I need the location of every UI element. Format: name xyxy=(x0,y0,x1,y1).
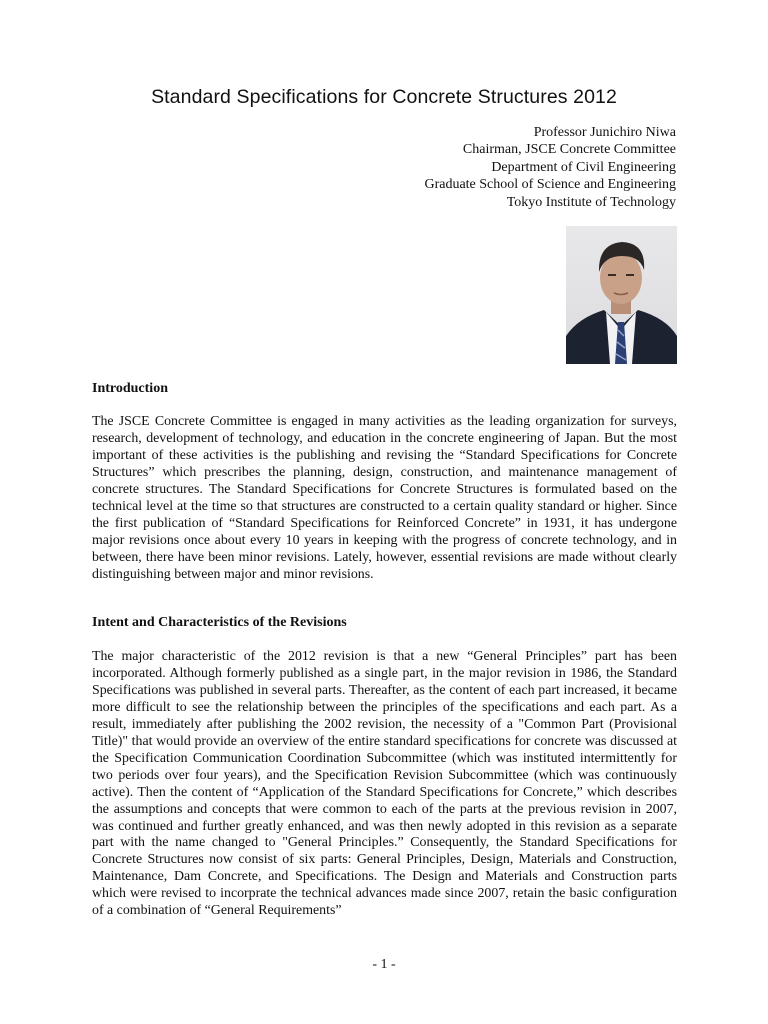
section-heading-introduction: Introduction xyxy=(92,381,168,396)
author-department: Department of Civil Engineering xyxy=(491,159,676,175)
document-title: Standard Specifications for Concrete Structures 2012 xyxy=(151,86,617,108)
author-institution: Tokyo Institute of Technology xyxy=(506,194,676,210)
introduction-paragraph: The JSCE Concrete Committee is engaged in many activities as the leading organization for surveys, research, development of technology, and education in the concrete engineering of Japan. But the most important of these activities is the publishing and revising the “Standard Specifications for Concrete Structures” which prescribes the planning, design, construction, and maintenance management of concrete structures. The Standard Specifications for Concrete Structures is formulated based on the technical level at the time so that structures are constructed to a certain quality standard or higher. Since the first publication of “Standard Specifications for Reinforced Concrete” in 1931, it has undergone major revisions once about every 10 years in keeping with the progress of concrete technology, and in between, there have been minor revisions. Lately, however, essential revisions are made without clearly distinguishing between major and minor revisions. xyxy=(92,414,677,582)
page-number: - 1 - xyxy=(372,957,396,972)
author-portrait-photo xyxy=(566,226,677,364)
author-school: Graduate School of Science and Engineering xyxy=(424,177,676,193)
intent-paragraph: The major characteristic of the 2012 revision is that a new “General Principles” part has been incorporated. Although formerly published as a single part, in the major revision in 1986, the Standard Specifications was published in several parts. Thereafter, as the content of each part increased, it became more difficult to see the relationship between the principles of the specifications and each part. As a result, immediately after publishing the 2002 revision, the necessity of a "Common Part (Provisional Title)" that would provide an overview of the entire standard specifications for concrete was discussed at the Specification Communication Coordination Subcommittee (which was instituted intermittently for two periods over four years), and the Specification Revision Subcommittee (which was continuously active). Then the content of “Application of the Standard Specifications for Concrete,” which describes the assumptions and concepts that were common to each of the parts at the previous revision in 2007, was continued and further greatly enhanced, and was then newly adopted in this revision as a separate part with the name changed to "General Principles.” Consequently, the Standard Specifications for Concrete Structures now consist of six parts: General Principles, Design, Materials and Construction, Maintenance, Dam Concrete, and Specifications. The Design and Materials and Construction parts which were revised to incorprate the technical advances made since 2007, retain the basic configuration of a combination of “General Requirements” xyxy=(92,649,677,919)
author-name: Professor Junichiro Niwa xyxy=(533,125,676,140)
portrait-illustration xyxy=(566,226,677,364)
author-position: Chairman, JSCE Concrete Committee xyxy=(462,142,676,158)
section-heading-intent: Intent and Characteristics of the Revisions xyxy=(92,615,347,630)
author-block xyxy=(424,124,676,211)
